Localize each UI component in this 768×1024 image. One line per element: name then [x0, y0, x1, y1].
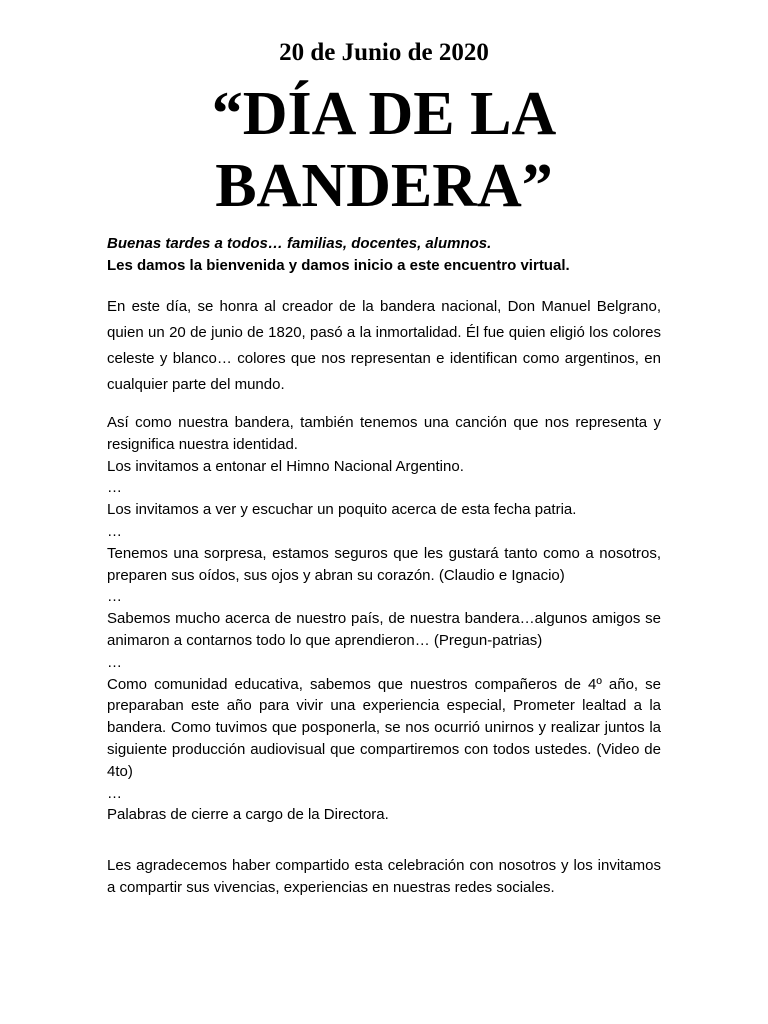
program-block: [107, 412, 661, 826]
document-title: [0, 78, 768, 222]
title-line-2: BANDERA”: [215, 152, 553, 220]
ellipsis-separator: …: [107, 588, 122, 606]
community-text: Como comunidad educativa, sabemos que nuestros compañeros de 4º año, se preparaban este año para vivir una experiencia especial, Prometer lealtad a la bandera. Como tuvimos que posponerla, se nos ocurrió unirnos y realizar juntos la siguiente producción audiovisual que compartiremos con todos ustedes. (Video de 4to): [107, 675, 661, 780]
ellipsis-separator: …: [107, 522, 122, 540]
ellipsis-separator: …: [107, 479, 122, 497]
greeting-line-1: Buenas tardes a todos… familias, docentes, alumnos.: [107, 235, 492, 252]
title-line-1: “DÍA DE LA: [211, 80, 557, 148]
surprise-text: Tenemos una sorpresa, estamos seguros que les gustará tanto como a nosotros, preparen sus oídos, sus ojos y abran su corazón. (Claudio e Ignacio): [107, 544, 661, 584]
video-text: Los invitamos a ver y escuchar un poquito acerca de esta fecha patria.: [107, 501, 577, 519]
farewell-paragraph: Les agradecemos haber compartido esta celebración con nosotros y los invitamos a compartir sus vivencias, experiencias en nuestras redes sociales.: [107, 857, 661, 896]
ellipsis-separator: …: [107, 784, 122, 802]
greeting-line-2: Les damos la bienvenida y damos inicio a este encuentro virtual.: [107, 257, 570, 274]
closing-text: Palabras de cierre a cargo de la Directora.: [107, 806, 389, 824]
document-date: 20 de Junio de 2020: [279, 39, 489, 66]
friends-text: Sabemos mucho acerca de nuestro país, de nuestra bandera…algunos amigos se animaron a contarnos todo lo que aprendieron… (Pregun-patrias): [107, 610, 661, 649]
anthem-intro-text: Así como nuestra bandera, también tenemos una canción que nos representa y resignifica nuestra identidad.: [107, 414, 661, 453]
anthem-text: Los invitamos a entonar el Himno Nacional Argentino.: [107, 457, 464, 475]
intro-paragraph: En este día, se honra al creador de la bandera nacional, Don Manuel Belgrano, quien un 20 de junio de 1820, pasó a la inmortalidad. Él fue quien eligió los colores celeste y blanco… colores que nos representan e identifican como argentinos, en cualquier parte del mundo.: [107, 298, 661, 393]
greeting-block: [107, 233, 661, 277]
ellipsis-separator: …: [107, 653, 122, 671]
